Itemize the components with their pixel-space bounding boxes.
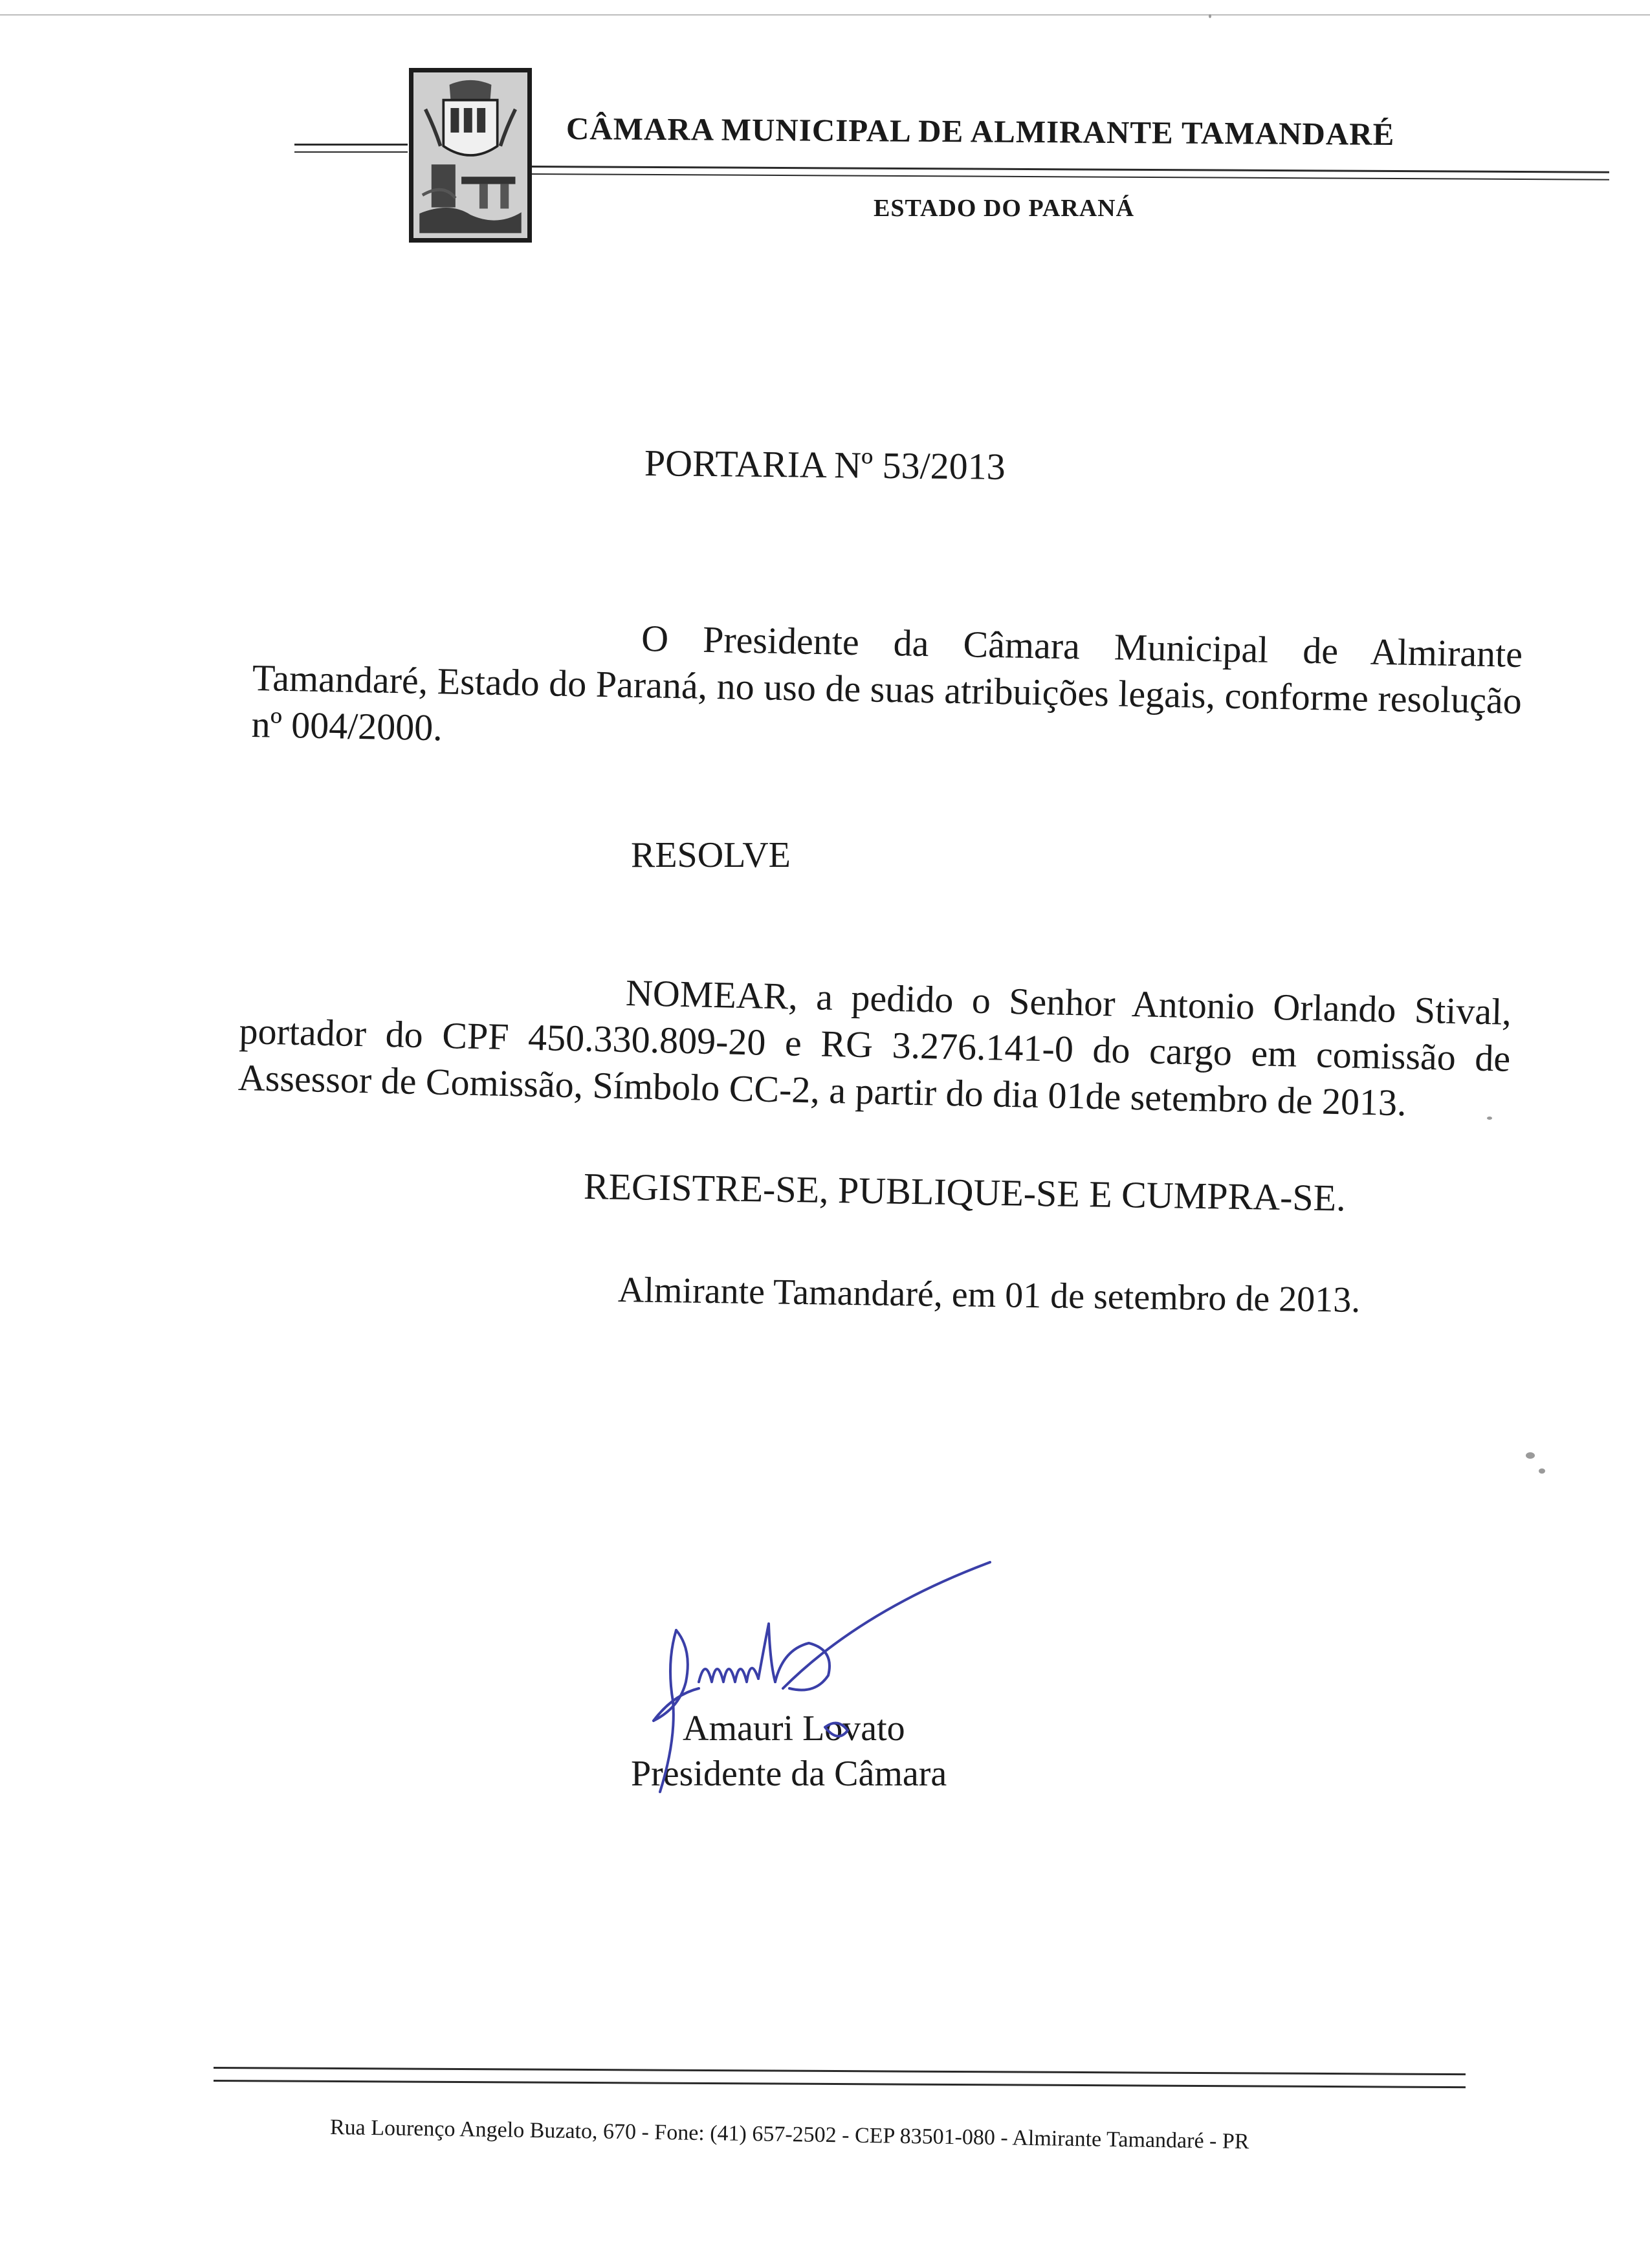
document-title: PORTARIA Nº 53/2013 (644, 442, 1006, 488)
coat-of-arms-icon (409, 68, 532, 243)
scan-speck (1539, 1468, 1545, 1474)
header-rule-left (294, 144, 408, 146)
footer-rule-bottom (214, 2080, 1466, 2088)
header-rule-left-lower (294, 151, 408, 153)
handwritten-signature (615, 1559, 1016, 1831)
scan-speck (1209, 14, 1211, 18)
scan-top-edge (0, 14, 1650, 16)
scan-speck (1526, 1452, 1535, 1459)
closing-statement: REGISTRE-SE, PUBLIQUE-SE E CUMPRA-SE. (583, 1165, 1347, 1219)
state-name: ESTADO DO PARANÁ (874, 195, 1135, 222)
preamble-paragraph: O Presidente da Câmara Municipal de Almirante Tamandaré, Estado do Paraná, no uso de suas atribuições legais, conforme resolução nº 004/2000. (251, 616, 1523, 749)
header-rule-right (532, 166, 1609, 173)
resolve-heading: RESOLVE (631, 835, 791, 875)
signer-role: Presidente da Câmara (631, 1754, 947, 1794)
place-and-date: Almirante Tamandaré, em 01 de setembro de 2013. (617, 1270, 1361, 1321)
institution-name: CÂMARA MUNICIPAL DE ALMIRANTE TAMANDARÉ (566, 111, 1395, 152)
decision-paragraph: NOMEAR, a pedido o Senhor Antonio Orlando Stival, portador do CPF 450.330.809-20 e RG 3.276.141-0 do cargo em comissão de Assessor de Comissão, Símbolo CC-2, a partir do dia 01de setembro de 2013. (237, 972, 1512, 1124)
header-rule-right-lower (532, 173, 1609, 180)
footer-address: Rua Lourenço Angelo Buzato, 670 - Fone: (41) 657-2502 - CEP 83501-080 - Almirante Tamandaré - PR (329, 2115, 1249, 2154)
footer-rule-top (214, 2067, 1466, 2075)
signer-name: Amauri Lovato (683, 1708, 905, 1749)
scan-speck (1487, 1117, 1492, 1120)
